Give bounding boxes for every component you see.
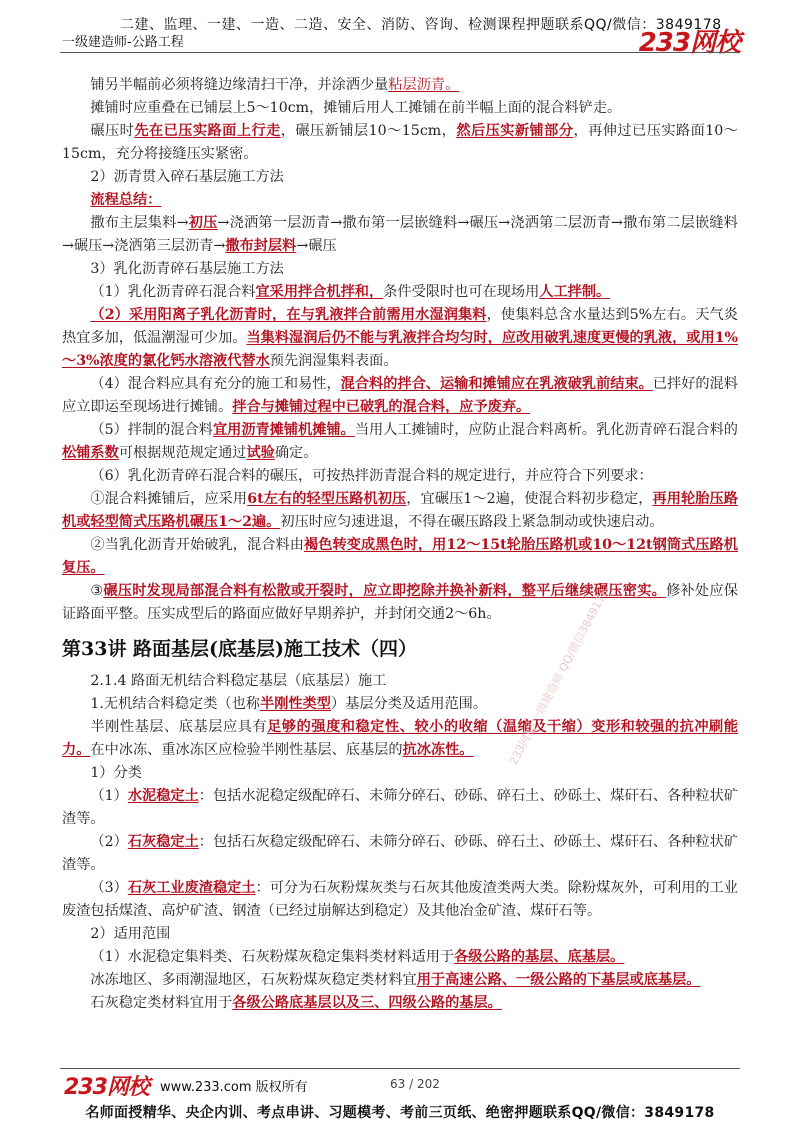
paragraph bbox=[62, 716, 738, 762]
paragraph bbox=[62, 785, 738, 831]
highlighted-text: 松铺系数 bbox=[62, 445, 119, 461]
paragraph bbox=[62, 97, 738, 120]
paragraph bbox=[62, 281, 738, 304]
text-run: 冰冻地区、多雨潮湿地区，石灰粉煤灰稳定类材料宜 bbox=[90, 972, 417, 988]
text-run: 半刚性基层、底基层应具有 bbox=[90, 719, 268, 735]
paragraph bbox=[62, 969, 738, 992]
text-run: →浇洒第一层沥青→撒布第一层嵌缝料→碾压→浇洒第二层沥青→撒布第二层嵌缝料→碾压→浇洒第三层沥青→ bbox=[62, 215, 738, 254]
highlighted-text: 宜采用拌合机拌和， bbox=[255, 284, 384, 300]
header-divider bbox=[60, 52, 740, 53]
paragraph bbox=[62, 488, 738, 534]
text-run: 2.1.4 路面无机结合料稳定基层（底基层）施工 bbox=[90, 673, 387, 689]
paragraph bbox=[62, 923, 738, 946]
highlighted-text: 用于高速公路、一级公路的下基层或底基层。 bbox=[416, 972, 701, 988]
text-run: ，再伸过已压实路面10～15cm，充分将接缝压实紧密。 bbox=[62, 123, 738, 162]
highlighted-text: 足够的强度和稳定性、较小的收缩（温缩及干缩）变形和较强的抗冲刷能力。 bbox=[62, 719, 738, 758]
lecture-heading bbox=[62, 634, 738, 664]
highlighted-text: 初压 bbox=[188, 215, 218, 231]
paragraph bbox=[62, 373, 738, 419]
text-run: ：包括水泥稳定级配碎石、未筛分碎石、砂砾、碎石土、砂砾土、煤矸石、各种粒状矿渣等。 bbox=[62, 788, 738, 827]
text-run: （1） bbox=[90, 788, 128, 804]
text-run: 2）适用范围 bbox=[90, 926, 171, 942]
text-run: （1）水泥稳定集料类、石灰粉煤灰稳定集料类材料适用于 bbox=[90, 949, 455, 965]
text-run: 已拌好的混料应立即运至现场进行摊铺。 bbox=[62, 376, 738, 415]
paragraph bbox=[62, 831, 738, 877]
highlighted-text: 粘层沥青。 bbox=[388, 77, 460, 93]
paragraph bbox=[62, 534, 738, 580]
text-run: 第33讲 路面基层(底基层)施工技术（四） bbox=[62, 638, 418, 660]
text-run: ）基层分类及适用范围。 bbox=[330, 696, 488, 712]
paragraph bbox=[62, 580, 738, 626]
text-run: 预先润湿集料表面。 bbox=[269, 353, 398, 369]
highlighted-text: 然后压实新铺部分 bbox=[456, 123, 574, 139]
highlighted-text: 试验 bbox=[246, 445, 275, 461]
text-run: （5）拌制的混合料 bbox=[90, 422, 213, 438]
highlighted-text: 石灰稳定土 bbox=[127, 834, 199, 850]
text-run: ②当乳化沥青开始破乳，混合料由 bbox=[90, 537, 304, 553]
text-run: 撒布主层集料→ bbox=[90, 215, 189, 231]
highlighted-text: 抗冰冻性。 bbox=[402, 742, 474, 758]
paragraph bbox=[62, 212, 738, 258]
text-run: ：包括石灰稳定级配碎石、未筛分碎石、砂砾、碎石土、砂砾土、煤矸石、各种粒状矿渣等。 bbox=[62, 834, 738, 873]
highlighted-text: 人工拌制。 bbox=[539, 284, 611, 300]
highlighted-text: 石灰工业废渣稳定土 bbox=[127, 880, 256, 896]
page-number: 63 / 202 bbox=[390, 1077, 440, 1091]
paragraph bbox=[62, 304, 738, 373]
footer-divider bbox=[60, 1068, 740, 1069]
highlighted-text: 水泥稳定土 bbox=[127, 788, 199, 804]
paragraph bbox=[62, 877, 738, 923]
text-run: （2） bbox=[90, 834, 128, 850]
text-run: 碾压时 bbox=[90, 123, 135, 139]
text-run: 确定。 bbox=[274, 445, 318, 461]
text-run: 当用人工摊铺时，应防止混合料离析。乳化沥青碎石混合料的 bbox=[354, 422, 738, 438]
highlighted-text: 流程总结： bbox=[90, 192, 162, 208]
paragraph bbox=[62, 465, 738, 488]
highlighted-text: 碾压时发现局部混合料有松散或开裂时，应立即挖除并换补新料，整平后继续碾压密实。 bbox=[103, 583, 667, 599]
highlighted-text: 当集料湿润后仍不能与乳液拌合均匀时，应改用破乳速度更慢的乳液，或用1%～3%浓度的氯化钙水溶液代替水 bbox=[62, 330, 738, 369]
highlighted-text: 先在已压实路面上行走 bbox=[134, 123, 281, 139]
text-run: ①混合料摊铺后，应采用 bbox=[90, 491, 248, 507]
text-run: 修补处应保证路面平整。压实成型后的路面应做好早期养护，并封闭交通2～6h。 bbox=[62, 583, 738, 622]
highlighted-text: 6t左右的轻型压路机初压 bbox=[247, 491, 407, 507]
text-run: ，使集料总含水量达到5%左右。天气炎热宜多加，低温潮湿可少加。 bbox=[62, 307, 738, 346]
footer-ad-line: 名师面授精华、央企内训、考点串讲、习题模考、考前三页纸、绝密押题联系QQ/微信：3849178 bbox=[85, 1105, 715, 1121]
highlighted-text: 各级公路底基层以及三、四级公路的基层。 bbox=[232, 995, 502, 1011]
header-ad-line: 二建、监理、一建、一造、二造、安全、消防、咨询、检测课程押题联系QQ/微信：3849178 bbox=[120, 17, 722, 33]
text-run: 1）分类 bbox=[90, 765, 142, 781]
text-run: ③ bbox=[90, 583, 104, 599]
text-run: （6）乳化沥青碎石混合料的碾压，可按热拌沥青混合料的规定进行，并应符合下列要求： bbox=[90, 468, 653, 484]
paragraph bbox=[62, 762, 738, 785]
highlighted-text: 混合料的拌合、运输和摊铺应在乳液破乳前结束。 bbox=[340, 376, 653, 392]
text-run: ：可分为石灰粉煤灰类与石灰其他废渣类两大类。除粉煤灰外，可利用的工业废渣包括煤渣、高炉矿渣、钢渣（已经过崩解达到稳定）及其他冶金矿渣、煤矸石等。 bbox=[62, 880, 738, 919]
text-run: 3）乳化沥青碎石基层施工方法 bbox=[90, 261, 284, 277]
text-run: 在中冰冻、重冰冻区应检验半刚性基层、底基层的 bbox=[90, 742, 403, 758]
document-body bbox=[62, 74, 738, 1015]
paragraph bbox=[62, 189, 738, 212]
text-run: 条件受限时也可在现场用 bbox=[383, 284, 540, 300]
page-header bbox=[0, 0, 800, 60]
text-run: →碾压 bbox=[296, 238, 337, 254]
footer-copyright: www.233.com 版权所有 bbox=[160, 1080, 308, 1095]
highlighted-text: 褐色转变成黑色时，用12～15t轮胎压路机或10～12t钢筒式压路机复压。 bbox=[62, 537, 738, 576]
paragraph bbox=[62, 74, 738, 97]
text-run: （1）乳化沥青碎石混合料 bbox=[90, 284, 256, 300]
highlighted-text: （2）采用阳离子乳化沥青时，在与乳液拌合前需用水湿润集料 bbox=[90, 307, 487, 323]
paragraph bbox=[62, 693, 738, 716]
paragraph bbox=[62, 166, 738, 189]
text-run: 2）沥青贯入碎石基层施工方法 bbox=[90, 169, 284, 185]
highlighted-text: 撒布封层料 bbox=[225, 238, 297, 254]
brand-logo: 233网校 bbox=[638, 28, 740, 58]
text-run: 初压时应匀速进退，不得在碾压路段上紧急制动或快速启动。 bbox=[280, 514, 664, 530]
text-run: 石灰稳定类材料宜用于 bbox=[90, 995, 233, 1011]
paragraph bbox=[62, 419, 738, 465]
watermark: 233网校-一级建造师 QQ/微信3849178 bbox=[506, 586, 611, 768]
paragraph bbox=[62, 992, 738, 1015]
text-run: 1.无机结合料稳定类（也称 bbox=[90, 696, 260, 712]
highlighted-text: 各级公路的基层、底基层。 bbox=[454, 949, 625, 965]
paragraph bbox=[62, 670, 738, 693]
text-run: （3） bbox=[90, 880, 128, 896]
paragraph bbox=[62, 946, 738, 969]
highlighted-text: 再用轮胎压路机或轻型简式压路机碾压1～2遍。 bbox=[62, 491, 738, 530]
text-run: ，碾压新铺层10～15cm， bbox=[280, 123, 457, 139]
paragraph bbox=[62, 258, 738, 281]
highlighted-text: 宜用沥青摊铺机摊铺。 bbox=[212, 422, 355, 438]
text-run: 铺另半幅前必须将缝边缘清扫干净，并涂洒少量 bbox=[90, 77, 389, 93]
text-run: 可根据规范规定通过 bbox=[118, 445, 247, 461]
text-run: ，宜碾压1～2遍，使混合料初步稳定， bbox=[406, 491, 653, 507]
highlighted-text: 拌合与摊铺过程中已破乳的混合料，应予废弃。 bbox=[232, 399, 531, 415]
text-run: 摊铺时应重叠在已铺层上5～10cm，摊铺后用人工摊铺在前半幅上面的混合料铲走。 bbox=[90, 100, 622, 116]
text-run: （4）混合料应具有充分的施工和易性， bbox=[90, 376, 341, 392]
highlighted-text: 半刚性类型 bbox=[260, 696, 331, 712]
paragraph bbox=[62, 120, 738, 166]
footer-brand-logo: 233网校 bbox=[64, 1075, 149, 1100]
header-course-title: 一级建造师-公路工程 bbox=[62, 35, 184, 50]
